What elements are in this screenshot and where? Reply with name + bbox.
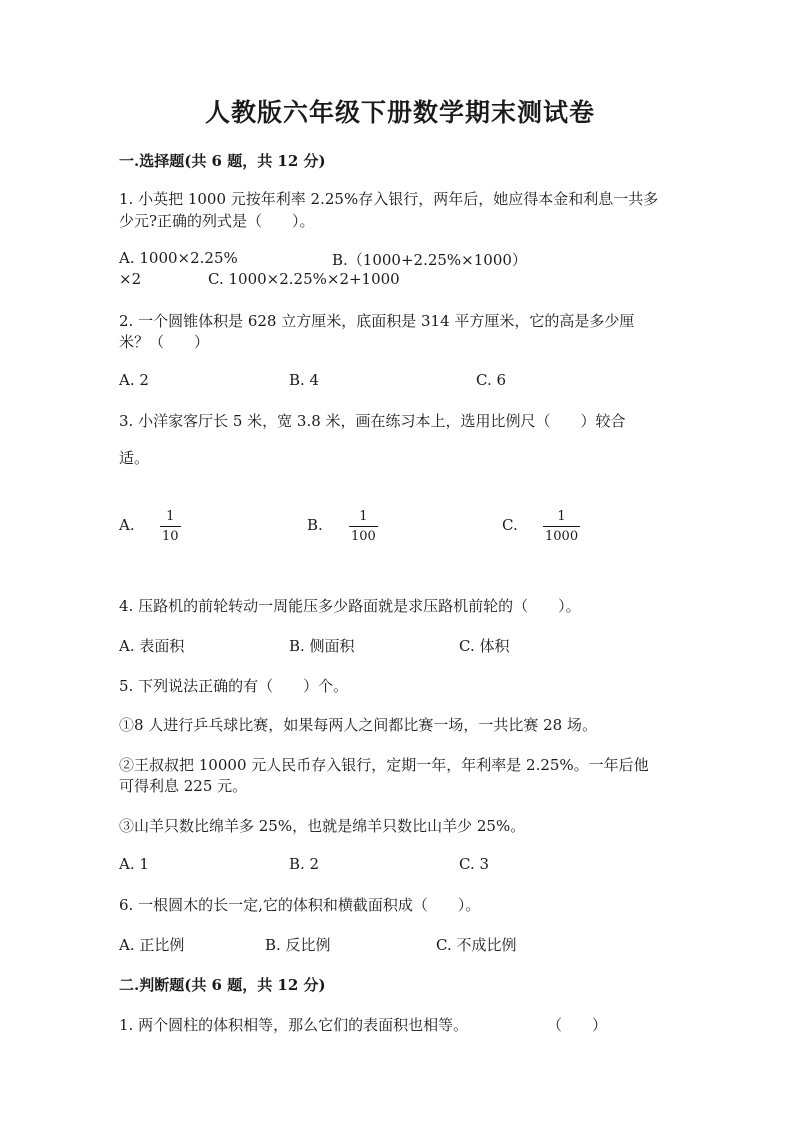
q6-option-b: B. 反比例 — [265, 936, 331, 954]
q1-option-c: C. 1000×2.25%×2+1000 — [208, 270, 400, 288]
q2-option-c: C. 6 — [476, 371, 507, 389]
section-judge-heading: 二.判断题(共 6 题，共 12 分) — [119, 976, 326, 994]
j1-answer-bracket: （ ） — [547, 1016, 608, 1034]
q3-option-c-numerator: 1 — [557, 509, 566, 524]
q6-option-a: A. 正比例 — [119, 936, 185, 954]
q3-option-c-denominator: 1000 — [543, 526, 580, 543]
q4-option-b: B. 侧面积 — [289, 637, 355, 655]
q3-option-c-label: C. — [502, 516, 518, 534]
q2-option-a: A. 2 — [119, 371, 149, 389]
q5-statement-3: ③山羊只数比绵羊多 25%，也就是绵羊只数比山羊少 25%。 — [119, 817, 526, 835]
q4-option-c: C. 体积 — [459, 637, 510, 655]
q2-stem-line1: 2. 一个圆锥体积是 628 立方厘米，底面积是 314 平方厘米，它的高是多少厘 — [119, 312, 635, 330]
q2-option-b: B. 4 — [289, 371, 320, 389]
q4-option-a: A. 表面积 — [119, 637, 185, 655]
q6-option-c: C. 不成比例 — [436, 936, 517, 954]
q3-option-b-denominator: 100 — [349, 526, 378, 543]
q1-option-b-cont: ×2 — [119, 270, 142, 288]
q3-option-a-denominator: 10 — [160, 526, 181, 543]
q5-option-b: B. 2 — [289, 855, 320, 873]
q3-stem-line1: 3. 小洋家客厅长 5 米，宽 3.8 米，画在练习本上，选用比例尺（ ）较合 — [119, 412, 626, 430]
q5-option-a: A. 1 — [119, 855, 149, 873]
q3-option-c-fraction — [543, 510, 580, 543]
q6-stem: 6. 一根圆木的长一定,它的体积和横截面积成（ ）。 — [119, 896, 481, 914]
q1-option-b: B.（1000+2.25%×1000） — [332, 251, 527, 269]
q5-statement-2-line1: ②王叔叔把 10000 元人民币存入银行，定期一年，年利率是 2.25%。一年后他 — [119, 756, 649, 774]
q1-stem-line1: 1. 小英把 1000 元按年利率 2.25%存入银行，两年后，她应得本金和利息一共多 — [119, 190, 659, 208]
q5-statement-2-line2: 可得利息 225 元。 — [119, 777, 248, 795]
q4-stem: 4. 压路机的前轮转动一周能压多少路面就是求压路机前轮的（ ）。 — [119, 597, 581, 615]
section-choice-heading: 一.选择题(共 6 题，共 12 分) — [119, 152, 326, 170]
q1-stem-line2: 少元?正确的列式是（ ）。 — [119, 212, 315, 230]
q3-option-a-fraction — [160, 510, 181, 543]
exam-title: 人教版六年级下册数学期末测试卷 — [204, 98, 595, 127]
q3-option-b-label: B. — [307, 516, 323, 534]
q3-option-a-numerator: 1 — [166, 509, 175, 524]
j1-stem: 1. 两个圆柱的体积相等，那么它们的表面积也相等。 — [119, 1016, 469, 1034]
q3-stem-line2: 适。 — [119, 449, 150, 467]
q3-option-a-label: A. — [119, 516, 135, 534]
q2-stem-line2: 米？（ ） — [119, 333, 210, 351]
q1-option-a: A. 1000×2.25% — [119, 249, 238, 267]
q3-option-b-fraction — [349, 510, 378, 543]
q5-stem: 5. 下列说法正确的有（ ）个。 — [119, 677, 349, 695]
q5-statement-1: ①8 人进行乒乓球比赛，如果每两人之间都比赛一场，一共比赛 28 场。 — [119, 716, 597, 734]
q3-option-b-numerator: 1 — [359, 509, 368, 524]
q5-option-c: C. 3 — [459, 855, 490, 873]
